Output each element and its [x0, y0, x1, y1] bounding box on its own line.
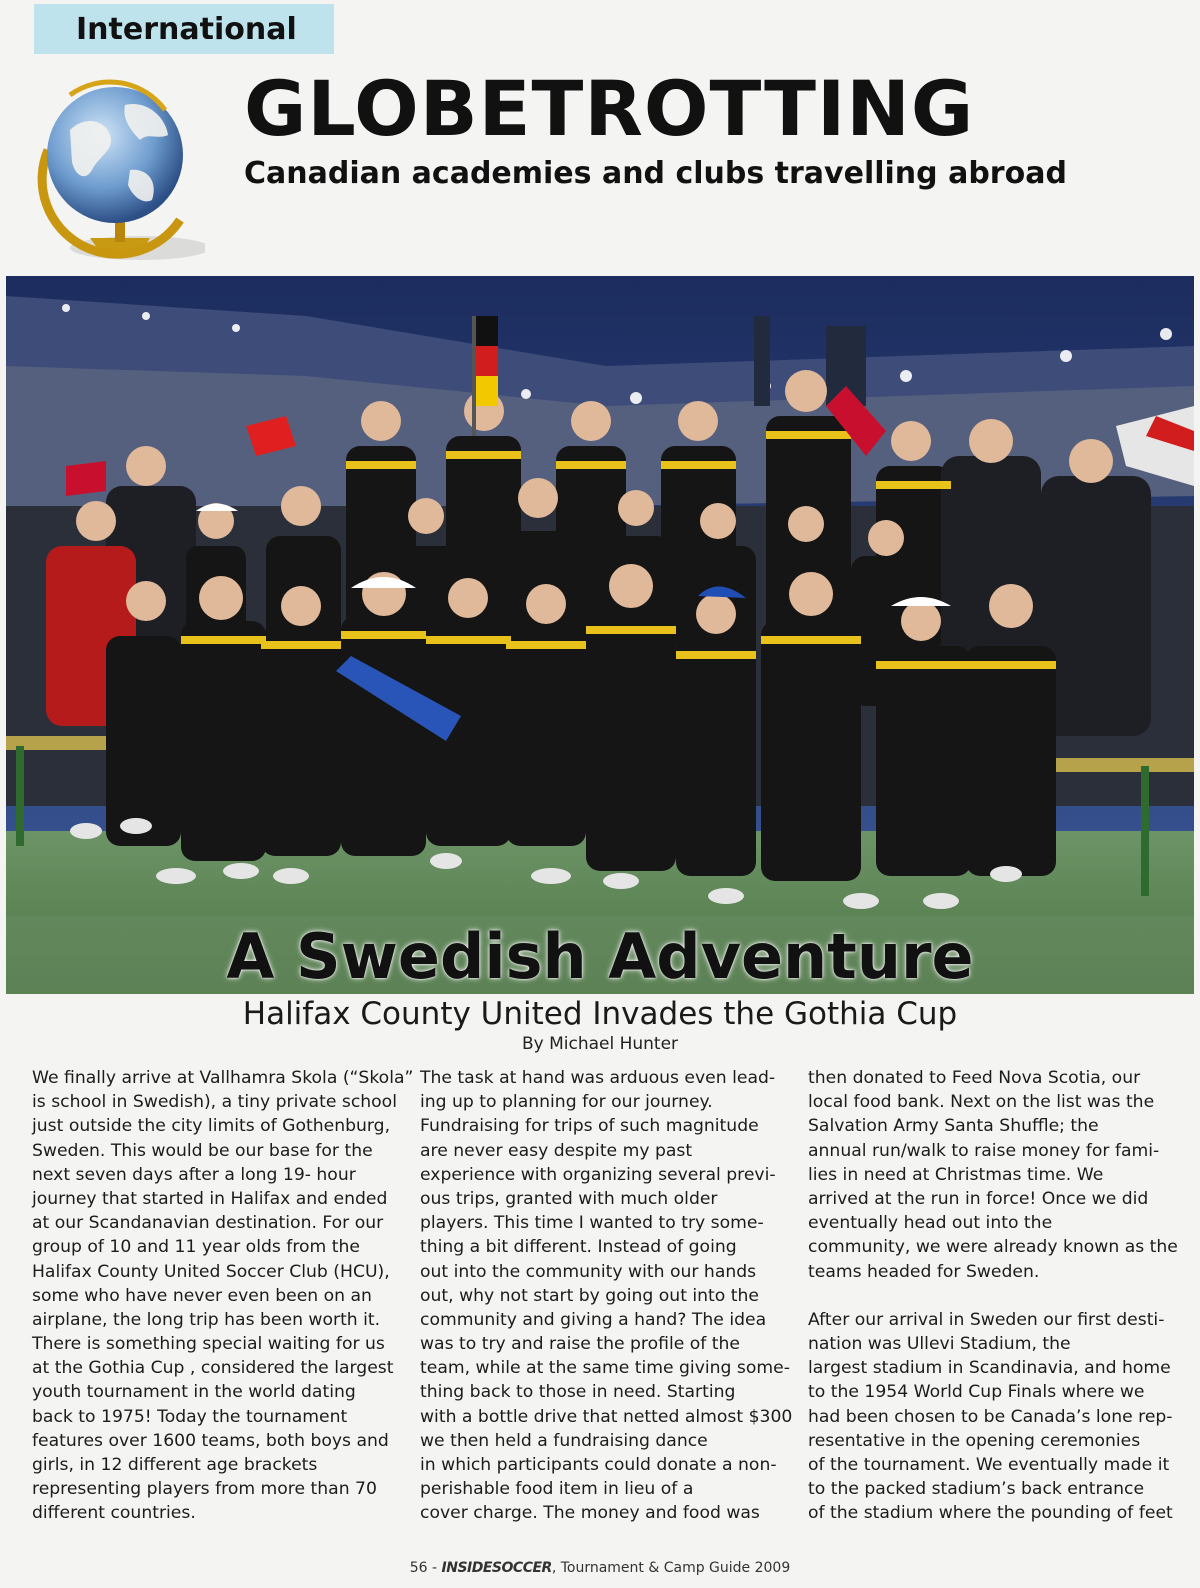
text-line: lies in need at Christmas time. We — [808, 1164, 1104, 1185]
text-line: cover charge. The money and food was — [420, 1503, 760, 1524]
text-line: was to try and raise the profile of the — [420, 1334, 740, 1355]
footer-comma: , — [551, 1560, 561, 1576]
text-line: youth tournament in the world dating — [32, 1382, 356, 1403]
text-line: The task at hand was arduous even lead- — [420, 1068, 776, 1088]
text-line: in which participants could donate a non- — [420, 1455, 777, 1475]
text-line: thing a bit different. Instead of going — [420, 1237, 737, 1258]
text-line: experience with organizing several previ- — [420, 1164, 776, 1185]
text-line: thing back to those in need. Starting — [420, 1382, 736, 1403]
section-tag — [34, 4, 334, 54]
text-line: then donated to Feed Nova Scotia, our — [808, 1068, 1141, 1088]
text-line: girls, in 12 different age brackets — [32, 1455, 318, 1475]
magazine-brand: INSIDESOCCER — [441, 1560, 552, 1576]
text-line: had been chosen to be Canada’s lone rep- — [808, 1406, 1173, 1427]
text-line: players. This time I wanted to try some- — [420, 1213, 764, 1234]
text-line: is school in Swedish), a tiny private school — [32, 1092, 397, 1113]
text-line: next seven days after a long 19- hour — [32, 1164, 356, 1185]
text-line: teams headed for Sweden. — [808, 1261, 1040, 1282]
text-line: back to 1975! Today the tournament — [32, 1406, 348, 1427]
text-line: local food bank. Next on the list was the — [808, 1092, 1155, 1113]
text-line: Halifax County United Soccer Club (HCU), — [32, 1261, 390, 1282]
text-line — [808, 1284, 1173, 1308]
byline: By Michael Hunter — [521, 1034, 679, 1054]
globe-icon — [30, 70, 205, 270]
text-line: ing up to planning for our journey. — [420, 1092, 713, 1113]
story-title: A Swedish Adventure — [226, 920, 974, 993]
text-line: community and giving a hand? The idea — [420, 1309, 767, 1330]
article-column-1 — [32, 1066, 414, 1526]
page-number: 56 - — [409, 1560, 438, 1576]
text-line: just outside the city limits of Gothenburg, — [32, 1116, 391, 1137]
story-subtitle: Halifax County United Invades the Gothia Cup — [242, 996, 958, 1032]
article-column-3 — [808, 1066, 1178, 1526]
text-line: perishable food item in lieu of a — [420, 1479, 694, 1500]
text-line: out, why not start by going out into the — [420, 1285, 759, 1306]
text-line: of the stadium where the pounding of feet — [808, 1503, 1173, 1524]
text-line: We finally arrive at Vallhamra Skola (“Skola” — [32, 1068, 414, 1088]
text-line: journey that started in Halifax and ended — [32, 1188, 388, 1209]
section-label: International — [76, 12, 297, 47]
text-line: team, while at the same time giving some- — [420, 1358, 790, 1379]
text-line: Fundraising for trips of such magnitude — [420, 1116, 759, 1137]
text-line: to the packed stadium’s back entrance — [808, 1479, 1145, 1500]
text-line: with a bottle drive that netted almost $300 — [420, 1406, 793, 1427]
team-photo — [6, 276, 1194, 994]
text-line: resentative in the opening ceremonies — [808, 1430, 1141, 1451]
text-line: Salvation Army Santa Shuffle; the — [808, 1116, 1099, 1137]
guide-title: Tournament & Camp Guide 2009 — [560, 1560, 791, 1576]
text-line: some who have never even been on an — [32, 1285, 372, 1306]
text-line: at the Gothia Cup , considered the largest — [32, 1358, 394, 1379]
text-line: are never easy despite my past — [420, 1140, 693, 1161]
text-line: Sweden. This would be our base for the — [32, 1140, 373, 1161]
page-footer — [0, 1560, 1200, 1576]
text-line: out into the community with our hands — [420, 1261, 757, 1282]
text-line: representing players from more than 70 — [32, 1479, 377, 1500]
text-line: different countries. — [32, 1503, 196, 1524]
text-line: eventually head out into the — [808, 1213, 1053, 1234]
text-line: After our arrival in Sweden our first desti- — [808, 1309, 1165, 1330]
text-line: group of 10 and 11 year olds from the — [32, 1237, 360, 1258]
text-line: largest stadium in Scandinavia, and home — [808, 1358, 1171, 1379]
text-line: arrived at the run in force! Once we did — [808, 1188, 1149, 1209]
text-line: airplane, the long trip has been worth it. — [32, 1309, 381, 1330]
subheadline: Canadian academies and clubs travelling abroad — [244, 156, 1067, 191]
text-line: features over 1600 teams, both boys and — [32, 1430, 389, 1451]
text-line: of the tournament. We eventually made it — [808, 1455, 1170, 1475]
text-line: we then held a fundraising dance — [420, 1430, 708, 1451]
text-line: at our Scandanavian destination. For our — [32, 1213, 384, 1234]
text-line: community, we were already known as the — [808, 1237, 1178, 1258]
text-line: to the 1954 World Cup Finals where we — [808, 1382, 1145, 1403]
text-line: annual run/walk to raise money for fami- — [808, 1140, 1160, 1161]
text-line: There is something special waiting for us — [32, 1334, 385, 1355]
article-column-2 — [420, 1066, 793, 1526]
headline: GLOBETROTTING — [244, 64, 975, 153]
text-line: ous trips, granted with much older — [420, 1188, 718, 1209]
text-line: nation was Ullevi Stadium, the — [808, 1334, 1071, 1355]
